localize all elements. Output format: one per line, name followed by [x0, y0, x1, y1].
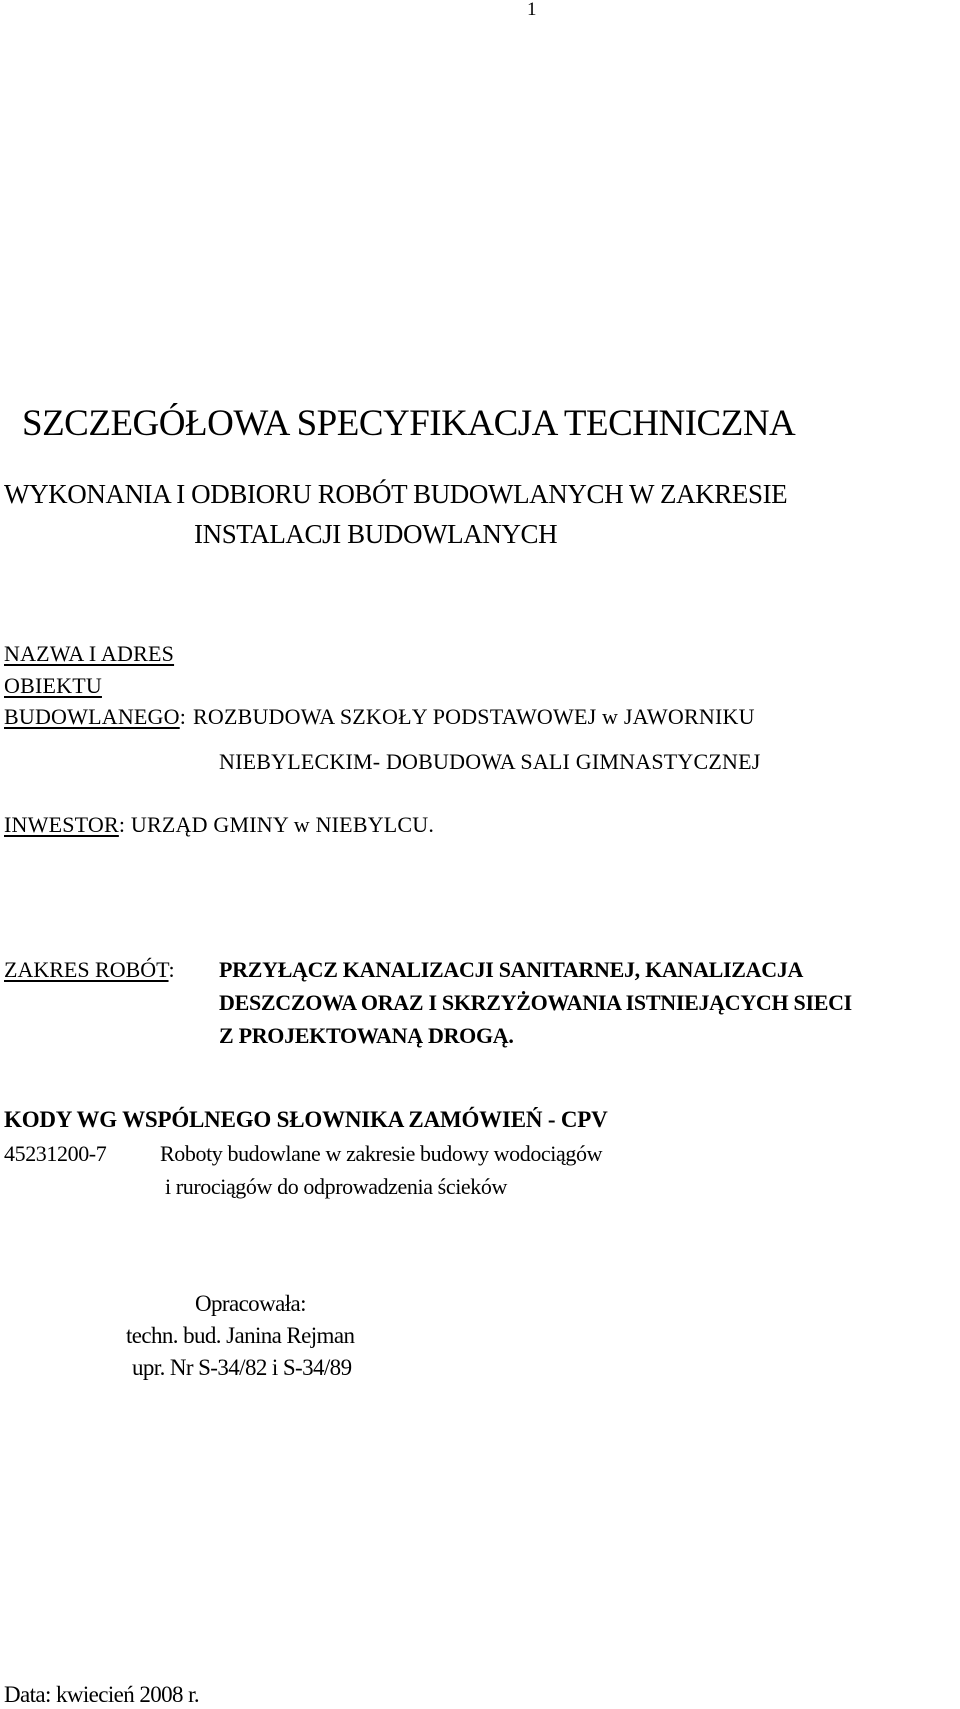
object-value-line-2: NIEBYLECKIM- DOBUDOWA SALI GIMNASTYCZNEJ [219, 749, 761, 774]
investor-label: INWESTOR [4, 812, 119, 837]
object-label-separator: : [179, 704, 187, 729]
scope-label-row [4, 959, 175, 981]
object-label-text: BUDOWLANEGO [4, 704, 180, 729]
scope-separator: : [168, 957, 175, 982]
object-label-line-3 [4, 706, 186, 728]
investor-separator: : [118, 812, 126, 837]
cpv-description-line-1: Roboty budowlane w zakresie budowy wodociągów [160, 1141, 603, 1166]
author-license: upr. Nr S-34/82 i S-34/89 [132, 1355, 352, 1380]
cpv-heading: KODY WG WSPÓLNEGO SŁOWNIKA ZAMÓWIEŃ - CPV [4, 1107, 608, 1132]
document-subtitle-line-2: INSTALACJI BUDOWLANYCH [194, 519, 558, 549]
document-subtitle-line-1: WYKONANIA I ODBIORU ROBÓT BUDOWLANYCH W ZAKRESIE [4, 479, 788, 509]
scope-line-1: PRZYŁĄCZ KANALIZACJI SANITARNEJ, KANALIZACJA [219, 957, 804, 982]
scope-line-2: DESZCZOWA ORAZ I SKRZYŻOWANIA ISTNIEJĄCYCH SIECI [219, 990, 852, 1015]
cpv-code: 45231200-7 [4, 1141, 107, 1166]
cpv-description-line-2: i rurociągów do odprowadzenia ścieków [165, 1174, 507, 1199]
author-name: techn. bud. Janina Rejman [126, 1323, 355, 1348]
author-prepared-by: Opracowała: [195, 1291, 306, 1316]
document-title: SZCZEGÓŁOWA SPECYFIKACJA TECHNICZNA [22, 403, 796, 444]
object-value-line-1: ROZBUDOWA SZKOŁY PODSTAWOWEJ w JAWORNIKU [193, 704, 755, 729]
scope-label: ZAKRES ROBÓT [4, 957, 169, 982]
document-date: Data: kwiecień 2008 r. [4, 1682, 200, 1707]
scope-line-3: Z PROJEKTOWANĄ DROGĄ. [219, 1023, 514, 1048]
page-number: 1 [527, 0, 537, 20]
investor-row [4, 814, 434, 836]
object-label-line-2: OBIEKTU [4, 673, 102, 698]
object-label-line-1: NAZWA I ADRES [4, 641, 175, 666]
investor-value: URZĄD GMINY w NIEBYLCU. [130, 812, 435, 837]
